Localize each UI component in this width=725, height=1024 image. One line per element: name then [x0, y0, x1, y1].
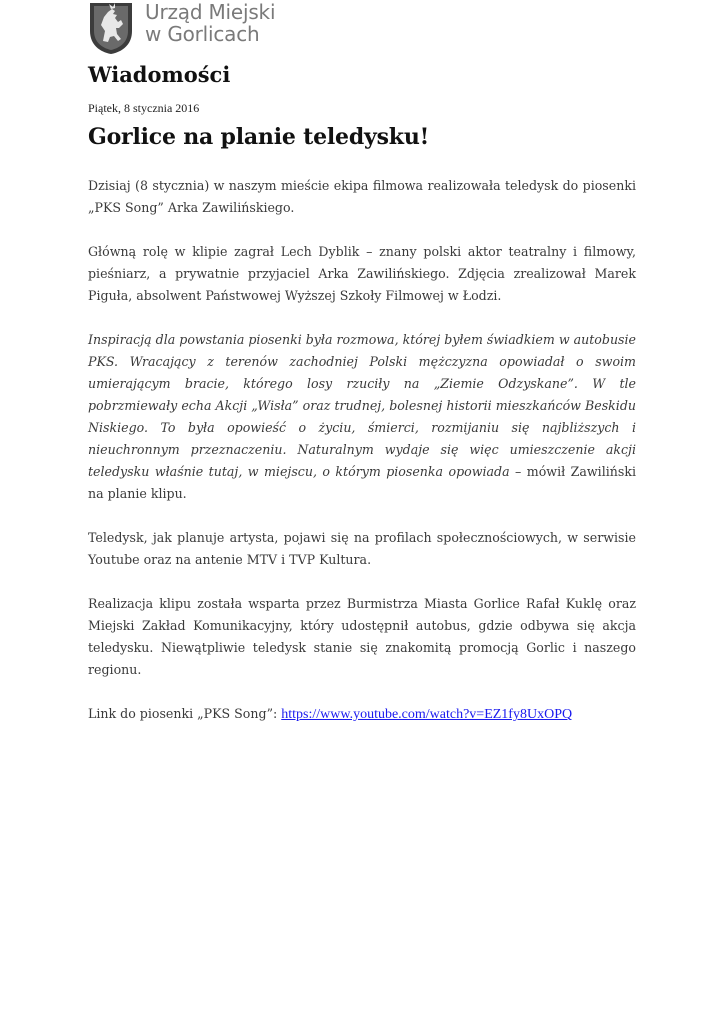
article-headline: Gorlice na planie teledysku! [88, 124, 430, 150]
quote-attribution: – mówił Zawiliński na planie klipu. [88, 464, 636, 501]
site-brand[interactable] [145, 1, 275, 45]
paragraph-4: Teledysk, jak planuje artysta, pojawi się na profilach społecznościowych, w serwisie Youtube oraz na antenie MTV i TVP Kultura. [88, 530, 636, 567]
paragraph-link [88, 703, 636, 726]
site-header [88, 1, 275, 55]
paragraph-3 [88, 329, 636, 505]
article-body [88, 175, 636, 748]
brand-line-1: Urząd Miejski [145, 0, 276, 24]
paragraph-2: Główną rolę w klipie zagrał Lech Dyblik – znany polski aktor teatralny i filmowy, pieśniarz, a prywatnie przyjaciel Arka Zawilińskiego. Zdjęcia zrealizował Marek Piguła, absolwent Państwowej Wyższej Szkoły Filmowej w Łodzi. [88, 244, 636, 303]
quote-text: Inspiracją dla powstania piosenki była rozmowa, której byłem świadkiem w autobusie PKS. Wracający z terenów zachodniej Polski mężczyzna opowiadał o swoim umierającym bracie, którego losy rzuciły na „Ziemie Odzyskane”. W tle pobrzmiewały echa Akcji „Wisła” oraz trudnej, bolesnej historii mieszkańców Beskidu Niskiego. To była opowieść o życiu, śmierci, rozmijaniu się najbliższych i nieuchronnym przeznaczeniu. Naturalnym wydaje się więc umieszczenie akcji teledysku właśnie tutaj, w miejscu, o którym piosenka opowiada [88, 332, 636, 479]
paragraph-1: Dzisiaj (8 stycznia) w naszym mieście ekipa filmowa realizowała teledysk do piosenki „PKS Song” Arka Zawilińskiego. [88, 178, 636, 215]
article-date: Piątek, 8 stycznia 2016 [88, 101, 200, 115]
brand-line-2: w Gorlicach [145, 22, 260, 46]
section-title: Wiadomości [88, 62, 231, 87]
youtube-link[interactable]: https://www.youtube.com/watch?v=EZ1fy8UxOPQ [281, 707, 573, 722]
city-crest-icon [88, 1, 134, 55]
paragraph-5: Realizacja klipu została wsparta przez Burmistrza Miasta Gorlice Rafał Kuklę oraz Miejski Zakład Komunikacyjny, który udostępnił autobus, gdzie odbywa się akcja teledysku. Niewątpliwie teledysk stanie się znakomitą promocją Gorlic i naszego regionu. [88, 596, 636, 677]
link-prefix: Link do piosenki „PKS Song”: [88, 706, 282, 721]
